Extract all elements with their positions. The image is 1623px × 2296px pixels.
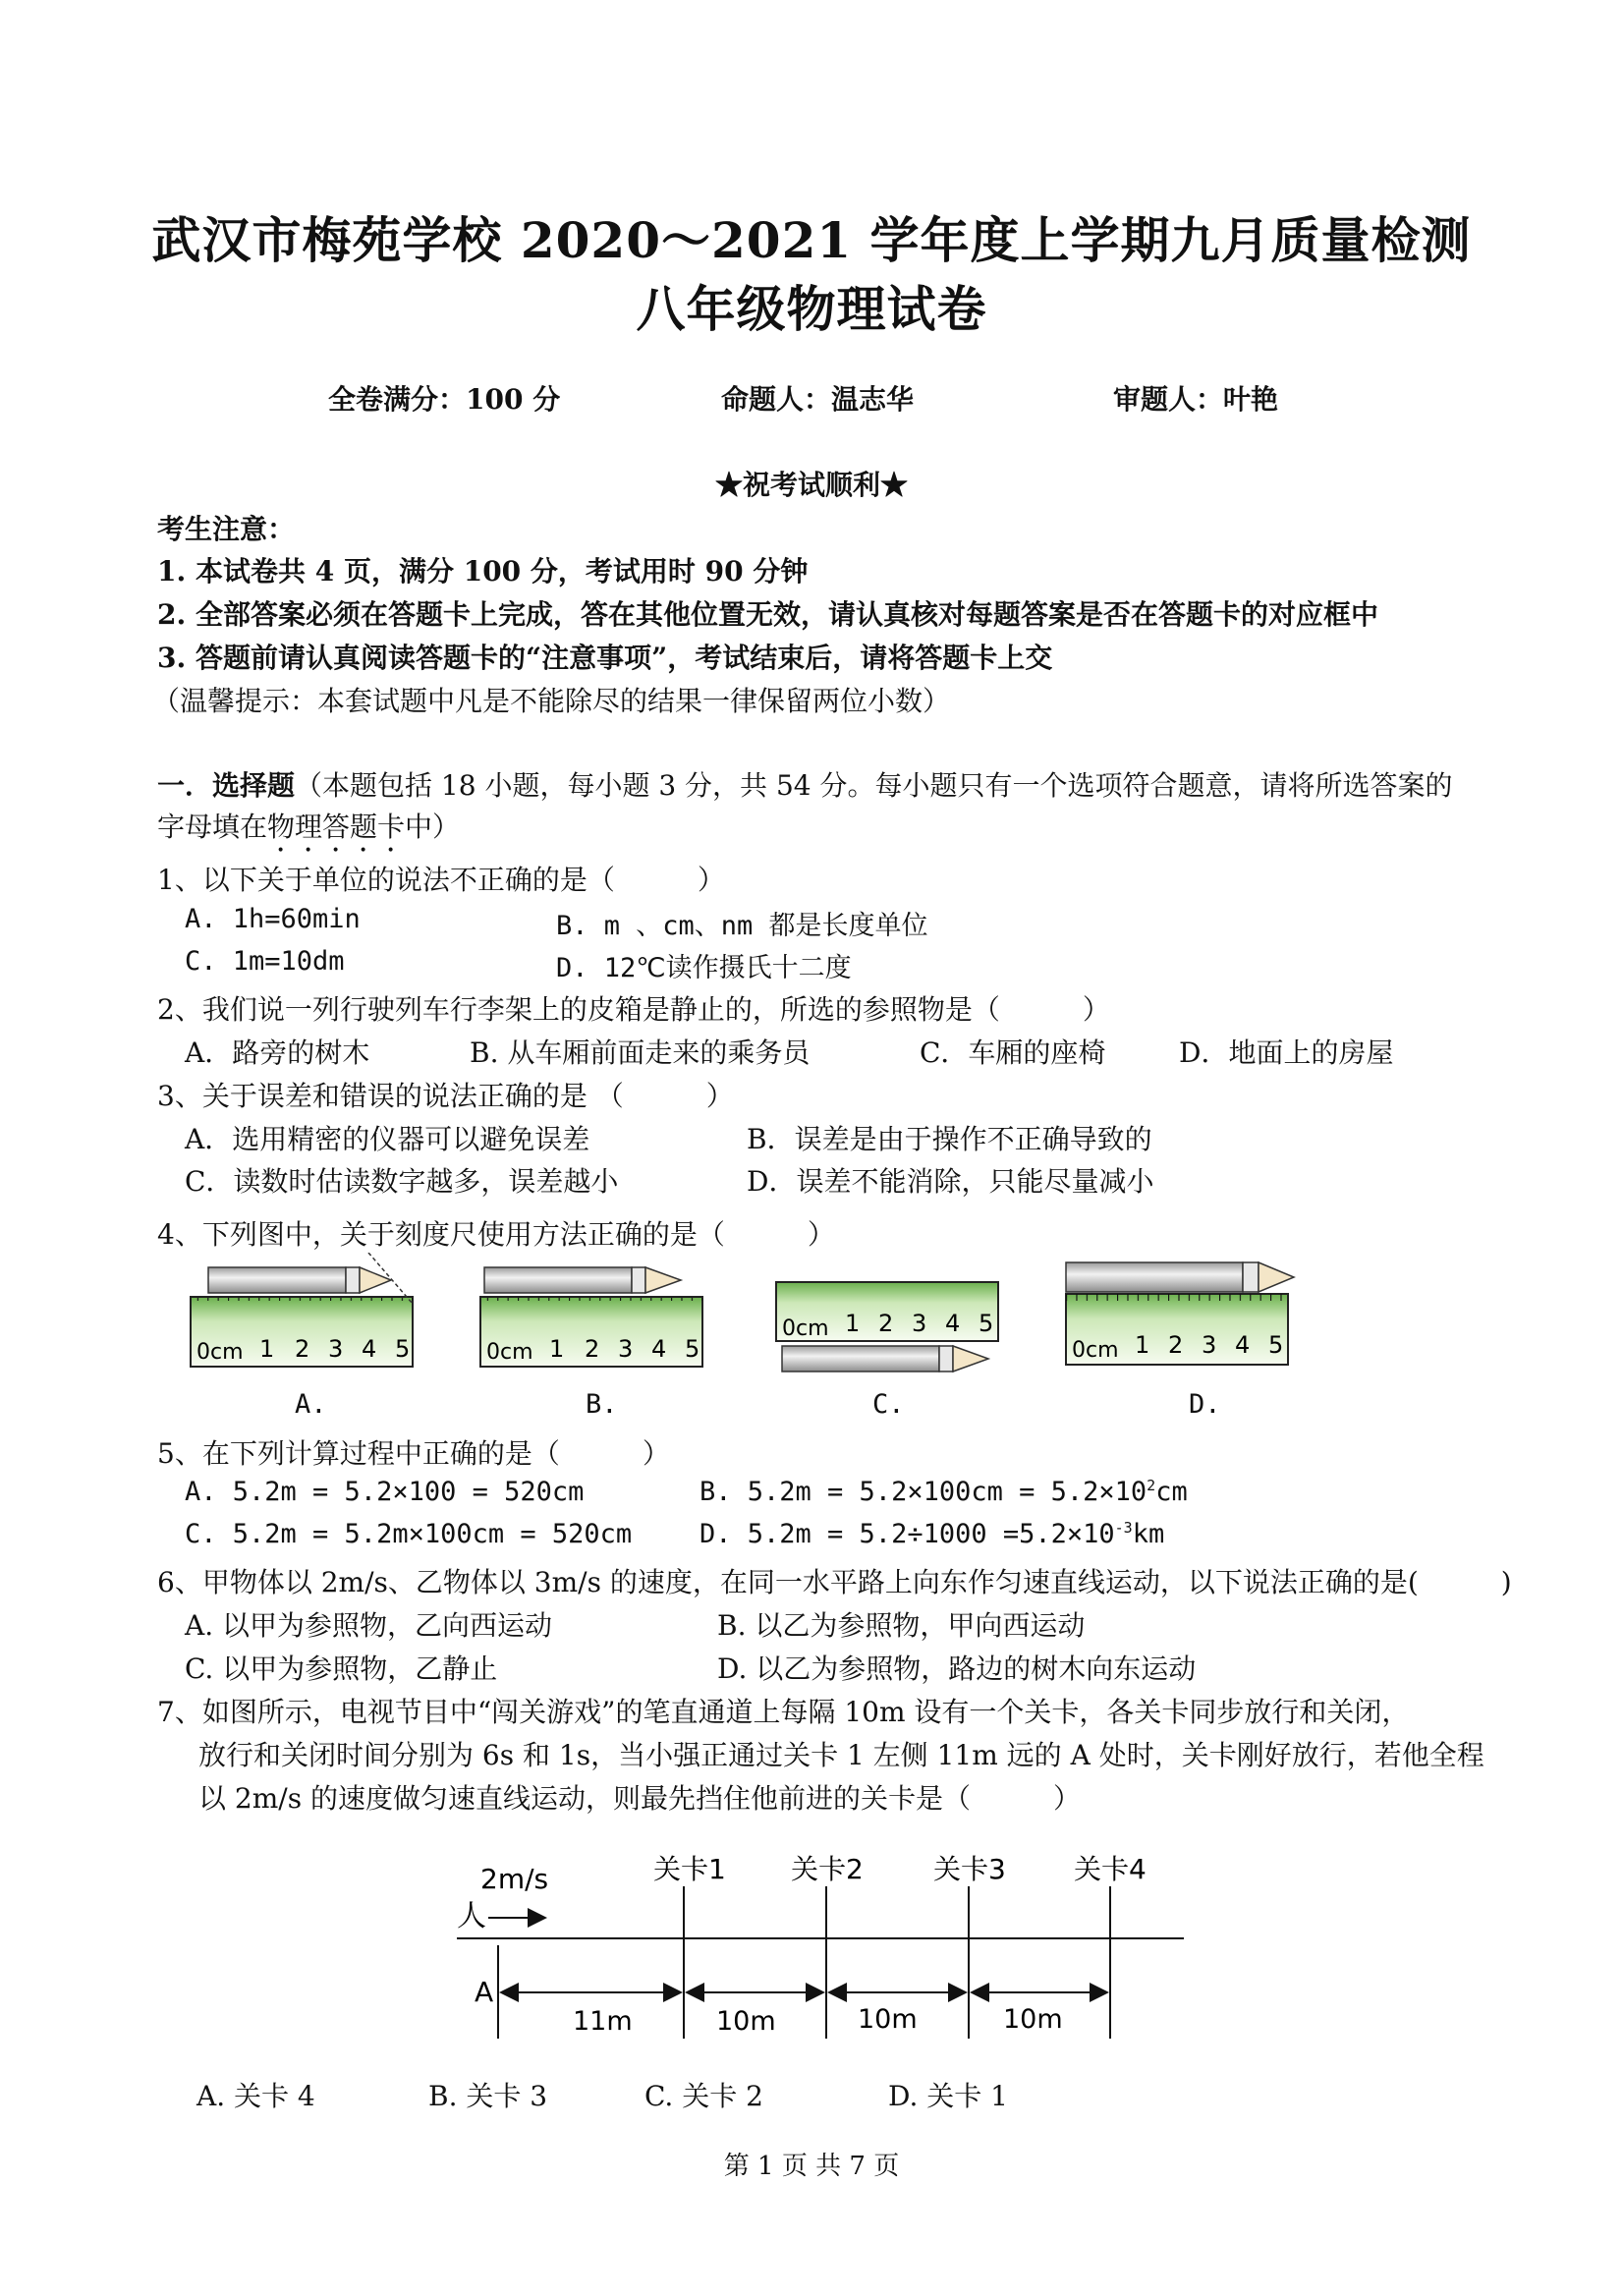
ruler-figure-c bbox=[776, 1282, 998, 1372]
ruler-d-label-3: 3 bbox=[1202, 1331, 1217, 1359]
q4-option-b[interactable]: B. bbox=[586, 1389, 618, 1420]
question-reviewer: 审题人：叶艳 bbox=[1113, 383, 1279, 416]
ruler-b-label-2: 2 bbox=[585, 1335, 600, 1363]
q2-option-d[interactable]: D．地面上的房屋 bbox=[1179, 1036, 1394, 1069]
section-1-desc-line2 bbox=[157, 806, 460, 859]
ruler-a-label-0: 0cm bbox=[196, 1340, 244, 1365]
exam-title-line1: 武汉市梅苑学校 2020～2021 学年度上学期九月质量检测 bbox=[151, 211, 1472, 269]
q7-option-d[interactable]: D. 关卡 1 bbox=[888, 2080, 1008, 2112]
q6-option-a[interactable]: A. 以甲为参照物，乙向西运动 bbox=[185, 1609, 553, 1642]
desc-suffix: 中） bbox=[405, 811, 461, 843]
desc-emphasis: 物理答题卡 bbox=[267, 811, 406, 843]
section-1-desc: （本题包括 18 小题，每小题 3 分，共 54 分。每小题只有一个选项符合题意，请将所选答案的 bbox=[295, 769, 1453, 802]
ruler-figure-d bbox=[1066, 1262, 1294, 1365]
notice-item-1: 1. 本试卷共 4 页，满分 100 分，考试用时 90 分钟 bbox=[157, 555, 809, 588]
q6-option-c[interactable]: C. 以甲为参照物，乙静止 bbox=[185, 1652, 498, 1685]
q3-stem: 3、关于误差和错误的说法正确的是 （ ） bbox=[157, 1080, 734, 1112]
ruler-b-label-5: 5 bbox=[685, 1335, 700, 1363]
q2-stem: 2、我们说一列行驶列车行李架上的皮箱是静止的，所选的参照物是（ ） bbox=[157, 993, 1110, 1026]
ruler-d-label-5: 5 bbox=[1268, 1331, 1284, 1359]
ruler-figure-b bbox=[480, 1267, 702, 1367]
q7-gate-diagram bbox=[447, 1837, 1194, 2058]
q3-option-c[interactable]: C．读数时估读数字越多，误差越小 bbox=[185, 1165, 619, 1198]
desc-prefix: 字母填在 bbox=[157, 811, 268, 843]
q5-option-b[interactable]: B. $5.2m = 5.2\times 100cm = 5.2\times 10^2cm$ bbox=[700, 1477, 1188, 1507]
q1-option-c[interactable]: C. 1m=10dm bbox=[185, 946, 345, 977]
ruler-figure-a bbox=[191, 1253, 413, 1367]
ruler-b-label-4: 4 bbox=[651, 1335, 667, 1363]
section-1-heading bbox=[157, 764, 1453, 804]
ruler-c-label-4: 4 bbox=[945, 1310, 961, 1337]
gate-1-label: 关卡1 bbox=[653, 1853, 726, 1885]
person-label: 人 bbox=[457, 1899, 486, 1933]
ruler-a-label-1: 1 bbox=[259, 1335, 275, 1363]
ruler-a-label-4: 4 bbox=[362, 1335, 377, 1363]
notice-tip: （温馨提示：本套试题中凡是不能除尽的结果一律保留两位小数） bbox=[152, 685, 951, 717]
notice-item-2: 2. 全部答案必须在答题卡上完成，答在其他位置无效，请认真核对每题答案是否在答题卡的对应框中 bbox=[157, 598, 1378, 631]
q4-ruler-figures bbox=[177, 1253, 1316, 1434]
q7-stem-line1: 7、如图所示，电视节目中“闯关游戏”的笔直通道上每隔 10m 设有一个关卡，各关卡同步放行和关闭， bbox=[157, 1696, 1410, 1728]
ruler-c-label-2: 2 bbox=[878, 1310, 894, 1337]
ruler-b-label-3: 3 bbox=[618, 1335, 634, 1363]
ruler-c-label-5: 5 bbox=[979, 1310, 994, 1337]
distance-3: 10m bbox=[858, 2004, 918, 2035]
q2-option-a[interactable]: A．路旁的树木 bbox=[185, 1036, 370, 1069]
ruler-a-label-2: 2 bbox=[295, 1335, 310, 1363]
q4-option-a[interactable]: A. bbox=[295, 1389, 327, 1420]
q3-option-d[interactable]: D．误差不能消除，只能尽量减小 bbox=[747, 1165, 1154, 1198]
q7-option-c[interactable]: C. 关卡 2 bbox=[644, 2080, 763, 2112]
q2-option-c[interactable]: C．车厢的座椅 bbox=[920, 1036, 1106, 1069]
q3-option-a[interactable]: A．选用精密的仪器可以避免误差 bbox=[185, 1123, 590, 1155]
q7-stem-line3: 以 2m/s 的速度做匀速直线运动，则最先挡住他前进的关卡是（ ） bbox=[198, 1782, 1081, 1815]
q1-option-a[interactable]: A. 1h=60min bbox=[185, 904, 361, 934]
notice-heading: 考生注意： bbox=[157, 513, 296, 545]
q5-option-a[interactable]: A. 5.2m = 5.2×100 = 520cm bbox=[185, 1477, 585, 1507]
question-author: 命题人：温志华 bbox=[721, 383, 915, 416]
ruler-d-label-4: 4 bbox=[1235, 1331, 1251, 1359]
gate-4-label: 关卡4 bbox=[1074, 1853, 1147, 1885]
q6-option-b[interactable]: B. 以乙为参照物，甲向西运动 bbox=[717, 1609, 1086, 1642]
gate-2-label: 关卡2 bbox=[791, 1853, 864, 1885]
section-1-label: 一．选择题 bbox=[157, 769, 296, 802]
ruler-b-label-0: 0cm bbox=[486, 1340, 533, 1365]
q6-stem: 6、甲物体以 2m/s、乙物体以 3m/s 的速度，在同一水平路上向东作匀速直线运动，以下说法正确的是( ) bbox=[157, 1566, 1512, 1598]
ruler-d-label-2: 2 bbox=[1168, 1331, 1184, 1359]
q6-option-d[interactable]: D. 以乙为参照物，路边的树木向东运动 bbox=[717, 1652, 1197, 1685]
q4-option-c[interactable]: C. bbox=[872, 1389, 905, 1420]
q7-option-b[interactable]: B. 关卡 3 bbox=[428, 2080, 548, 2112]
q5-option-c[interactable]: C. 5.2m = 5.2m×100cm = 520cm bbox=[185, 1519, 633, 1549]
notice-item-3: 3. 答题前请认真阅读答题卡的“注意事项”，考试结束后，请将答题卡上交 bbox=[157, 642, 1053, 674]
ruler-d-label-0: 0cm bbox=[1072, 1338, 1119, 1363]
q4-option-d[interactable]: D. bbox=[1189, 1389, 1221, 1420]
q1-option-b[interactable]: B. m 、cm、nm 都是长度单位 bbox=[556, 911, 928, 941]
q3-option-b[interactable]: B．误差是由于操作不正确导致的 bbox=[747, 1123, 1152, 1155]
q1-stem: 1、以下关于单位的说法不正确的是（ ） bbox=[157, 864, 725, 896]
distance-4: 10m bbox=[1003, 2004, 1063, 2035]
good-luck-banner: ★祝考试顺利★ bbox=[714, 469, 908, 501]
q4-stem: 4、下列图中，关于刻度尺使用方法正确的是（ ） bbox=[157, 1218, 835, 1251]
page-number: 第 1 页 共 7 页 bbox=[723, 2152, 900, 2181]
q7-stem-line2: 放行和关闭时间分别为 6s 和 1s，当小强正通过关卡 1 左侧 11m 远的 A 处时，关卡刚好放行，若他全程 bbox=[198, 1739, 1484, 1771]
gate-3-label: 关卡3 bbox=[933, 1853, 1006, 1885]
ruler-c-label-1: 1 bbox=[845, 1310, 861, 1337]
q7-option-a[interactable]: A. 关卡 4 bbox=[196, 2080, 315, 2112]
exam-title-line2: 八年级物理试卷 bbox=[636, 280, 987, 338]
speed-label: 2m/s bbox=[480, 1863, 549, 1895]
distance-1: 11m bbox=[573, 2006, 633, 2037]
full-score: 全卷满分：100 分 bbox=[328, 383, 561, 416]
ruler-b-label-1: 1 bbox=[549, 1335, 565, 1363]
ruler-a-label-5: 5 bbox=[395, 1335, 411, 1363]
distance-2: 10m bbox=[716, 2006, 776, 2037]
q2-option-b[interactable]: B. 从车厢前面走来的乘务员 bbox=[470, 1036, 811, 1069]
q1-option-d[interactable]: D. 12℃读作摄氏十二度 bbox=[556, 953, 852, 983]
q5-option-d[interactable]: D. $5.2m = 5.2\div 1000 =5.2\times 10^{-3}km$ bbox=[700, 1519, 1165, 1549]
ruler-a-label-3: 3 bbox=[328, 1335, 344, 1363]
q5-stem: 5、在下列计算过程中正确的是（ ） bbox=[157, 1437, 670, 1470]
ruler-d-label-1: 1 bbox=[1135, 1331, 1150, 1359]
ruler-c-label-3: 3 bbox=[912, 1310, 927, 1337]
ruler-c-label-0: 0cm bbox=[782, 1316, 829, 1341]
point-a-label: A bbox=[475, 1976, 494, 2008]
